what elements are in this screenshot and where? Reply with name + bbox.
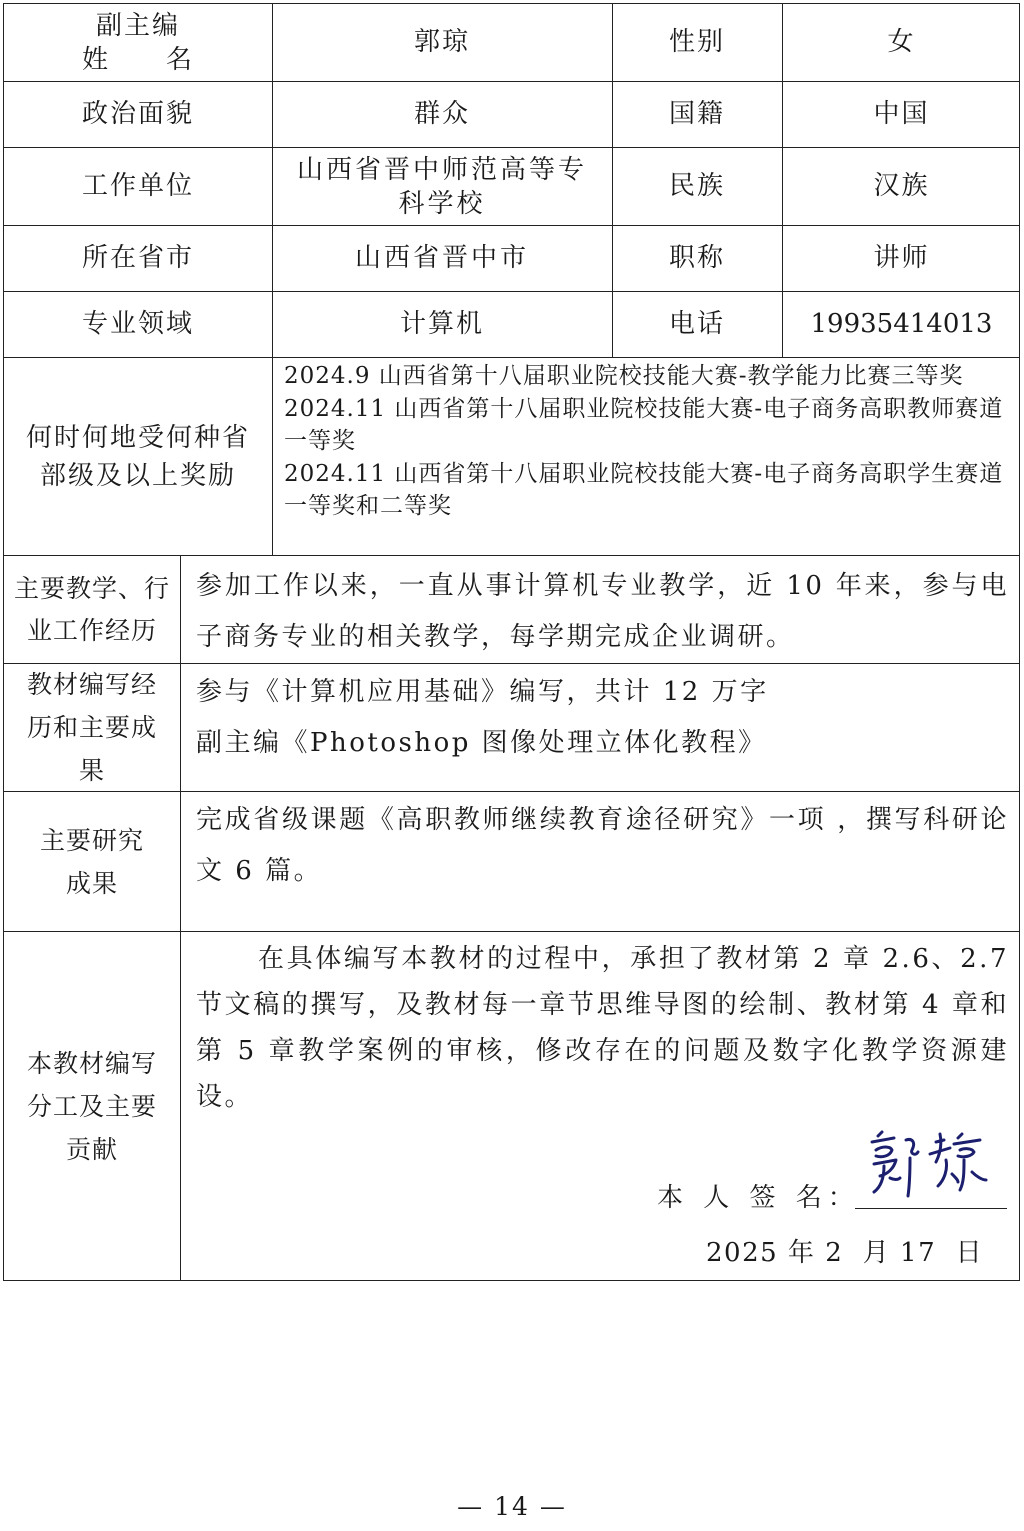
row-employer: [3, 147, 1020, 225]
awards-label: 何时何地受何种省部级及以上奖励: [25, 422, 250, 491]
experience-label: 主要教学、行业工作经历: [13, 573, 170, 645]
row-textbook: [3, 663, 1020, 791]
awards-list: [272, 358, 1021, 555]
row-politics: [3, 81, 1020, 147]
title-value: 讲师: [873, 243, 930, 274]
employer-value: 山西省晋中师范高等专科学校: [296, 154, 587, 219]
signature-date: 2025 年 2 月 17 日: [706, 1238, 984, 1268]
signature-line: [855, 1208, 1007, 1209]
row-province: [3, 225, 1020, 291]
name-value: 郭琼: [413, 27, 470, 58]
employer-label: 工作单位: [81, 171, 194, 202]
field-label: 专业领域: [81, 309, 194, 340]
ethnicity-label: 民族: [668, 171, 725, 202]
field-value: 计算机: [399, 309, 484, 340]
experience-text: 参加工作以来，一直从事计算机专业教学，近 10 年来，参与电子商务专业的相关教学，每学期完成企业调研。: [196, 571, 1009, 652]
table-bottom-border: [3, 1280, 1020, 1281]
ethnicity-value: 汉族: [873, 171, 930, 202]
province-label: 所在省市: [81, 243, 194, 274]
award-item: 2024.11 山西省第十八届职业院校技能大赛-电子商务高职教师赛道一等奖: [284, 395, 1004, 454]
row-field: [3, 291, 1020, 357]
name-label: 副主编 姓 名: [81, 10, 194, 75]
textbook-list: [180, 664, 1021, 791]
signature-label: 本 人 签 名：: [657, 1183, 860, 1213]
row-experience: [3, 555, 1020, 663]
province-value: 山西省晋中市: [354, 243, 529, 274]
gender-value: 女: [887, 27, 916, 58]
contribution-text: 在具体编写本教材的过程中，承担了教材第 2 章 2.6、2.7 节文稿的撰写，及教材每一章节思维导图的绘制、教材第 4 章和第 5 章教学案例的审核，修改存在的问题及数字化教学资源建设。: [196, 944, 1009, 1112]
politics-value: 群众: [413, 99, 470, 130]
contribution-label: 本教材编写分工及主要贡献: [26, 1048, 157, 1164]
page-number: — 14 —: [457, 1492, 567, 1521]
textbook-item: 参与《计算机应用基础》编写，共计 12 万字: [196, 677, 769, 707]
research-text-cell: [180, 792, 1021, 931]
signature-image: [860, 1120, 1000, 1206]
row-contribution: [3, 931, 1020, 1280]
textbook-item: 副主编《Photoshop 图像处理立体化教程》: [196, 728, 767, 758]
award-item: 2024.9 山西省第十八届职业院校技能大赛-教学能力比赛三等奖: [284, 363, 964, 389]
nationality-value: 中国: [873, 99, 930, 130]
experience-text-cell: [180, 556, 1021, 663]
research-text: 完成省级课题《高职教师继续教育途径研究》一项 ，撰写科研论文 6 篇。: [196, 805, 1009, 886]
contribution-text-cell: [180, 932, 1021, 1280]
award-item: 2024.11 山西省第十八届职业院校技能大赛-电子商务高职学生赛道一等奖和二等奖: [284, 460, 1004, 519]
textbook-label: 教材编写经历和主要成果: [26, 670, 157, 785]
phone-value: 19935414013: [810, 309, 993, 340]
nationality-label: 国籍: [668, 99, 725, 130]
row-research: [3, 791, 1020, 931]
politics-label: 政治面貌: [81, 99, 194, 130]
gender-label: 性别: [668, 27, 725, 58]
research-label: 主要研究成果: [39, 825, 144, 898]
phone-label: 电话: [668, 309, 725, 340]
title-label: 职称: [668, 243, 725, 274]
row-awards: [3, 357, 1020, 555]
row-name: [3, 3, 1020, 81]
